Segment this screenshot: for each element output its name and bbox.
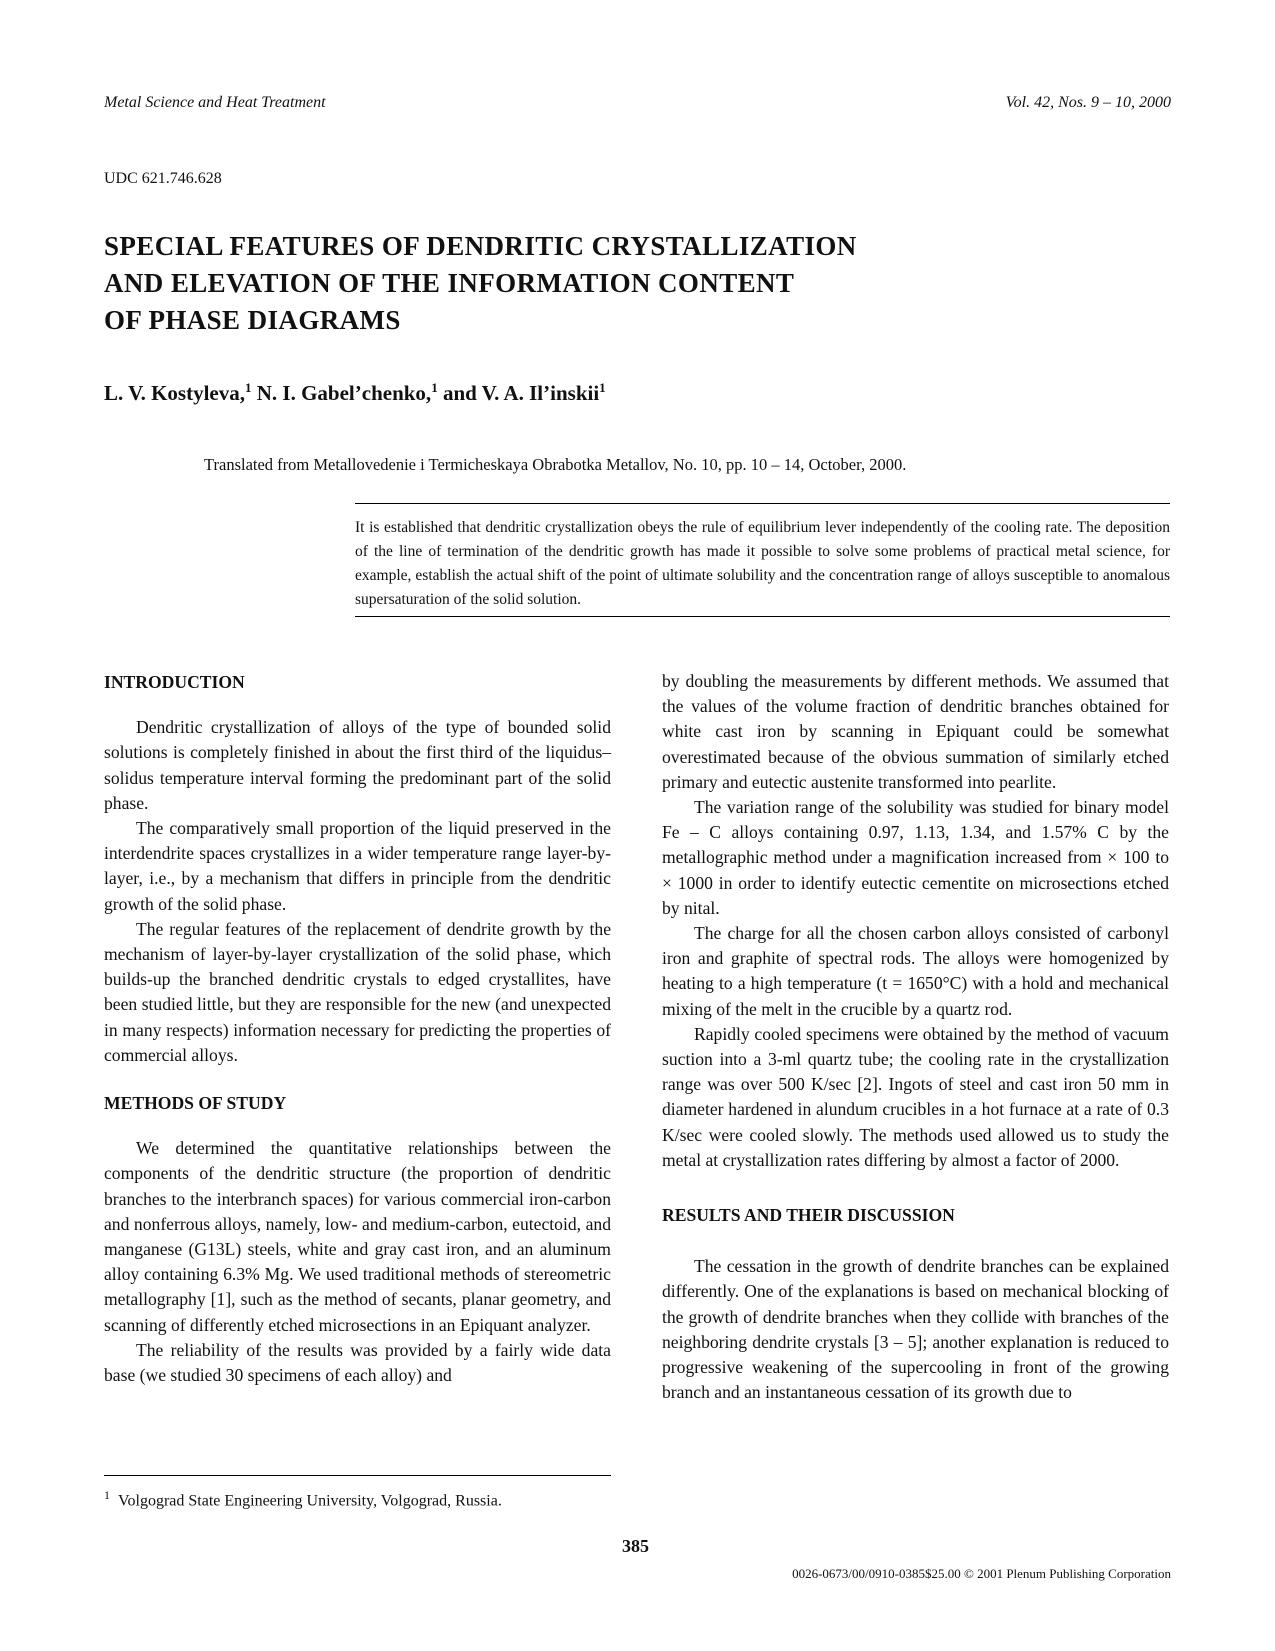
methods-heading: METHODS OF STUDY bbox=[104, 1093, 287, 1114]
author-2: N. I. Gabel’chenko, bbox=[256, 381, 432, 405]
author-1: L. V. Kostyleva, bbox=[104, 381, 245, 405]
footnote-rule bbox=[104, 1475, 611, 1476]
journal-name: Metal Science and Heat Treatment bbox=[104, 94, 326, 111]
author-2-affiliation-mark: 1 bbox=[431, 380, 438, 395]
results-heading: RESULTS AND THEIR DISCUSSION bbox=[662, 1205, 955, 1226]
author-1-affiliation-mark: 1 bbox=[245, 380, 252, 395]
introduction-paragraph-2: The comparatively small proportion of the liquid preserved in the interdendrite spaces crystallizes in a wider temperature range layer-by-layer, i.e., by a mechanism that differs in principle from the dendritic growth of the solid phase. bbox=[104, 818, 611, 914]
footnote bbox=[104, 1488, 502, 1510]
introduction-heading: INTRODUCTION bbox=[104, 672, 245, 692]
right-column bbox=[662, 669, 1169, 1405]
footnote-marker: 1 bbox=[104, 1488, 110, 1502]
charge-paragraph: The charge for all the chosen carbon alloys consisted of carbonyl iron and graphite of spectral rods. The alloys were homogenized by heating to a high temperature (t = 1650°C) with a hold and mechanical mixing of the melt in the crucible by a quartz rod. bbox=[662, 923, 1169, 1019]
page-number: 385 bbox=[622, 1536, 649, 1556]
title-line-1: SPECIAL FEATURES OF DENDRITIC CRYSTALLIZATION bbox=[104, 231, 857, 261]
author-3: and V. A. Il’inskii bbox=[442, 381, 600, 405]
author-list bbox=[104, 380, 606, 406]
udc-code: UDC 621.746.628 bbox=[104, 170, 222, 187]
introduction-paragraph-3: The regular features of the replacement of dendrite growth by the mechanism of layer-by-layer crystallization of the solid phase, which builds-up the branched dendritic crystals to edged crystallites, have been studied little, but they are responsible for the new (and unexpected in many respects) information necessary for predicting the properties of commercial alloys. bbox=[104, 918, 611, 1065]
abstract-top-rule bbox=[355, 503, 1170, 504]
left-column bbox=[104, 670, 611, 1388]
methods-paragraph-1: We determined the quantitative relationships between the components of the dendritic structure (the proportion of dendritic branches to the interbranch spaces) for various commercial iron-carbon and nonferrous alloys, namely, low- and medium-carbon, eutectoid, and manganese (G13L) steels, white and gray cast iron, and an aluminum alloy containing 6.3% Mg. We used traditional methods of stereometric metallography [1], such as the method of secants, planar geometry, and scanning of differently etched microsections in an Epiquant analyzer. bbox=[104, 1138, 611, 1335]
abstract: It is established that dendritic crystallization obeys the rule of equilibrium lever independently of the cooling rate. The deposition of the line of termination of the dendritic growth has made it possible to solve some problems of practical metal science, for example, establish the actual shift of the point of ultimate solubility and the concentration range of alloys susceptible to anomalous supersaturation of the solid solution. bbox=[355, 519, 1170, 608]
introduction-paragraph-1: Dendritic crystallization of alloys of the type of bounded solid solutions is completely finished in about the first third of the liquidus–solidus temperature interval forming the predominant part of the solid phase. bbox=[104, 717, 611, 813]
paper-title bbox=[104, 228, 964, 339]
copyright-line: 0026-0673/00/0910-0385$25.00 © 2001 Plenum Publishing Corporation bbox=[792, 1566, 1171, 1581]
translation-note: Translated from Metallovedenie i Termicheskaya Obrabotka Metallov, No. 10, pp. 10 – 14, October, 2000. bbox=[204, 455, 907, 474]
volume-info: Vol. 42, Nos. 9 – 10, 2000 bbox=[1005, 94, 1171, 111]
footnote-text: Volgograd State Engineering University, Volgograd, Russia. bbox=[118, 1492, 502, 1510]
methods-paragraph-2: The reliability of the results was provided by a fairly wide data base (we studied 30 specimens of each alloy) and bbox=[104, 1339, 611, 1386]
title-line-3: OF PHASE DIAGRAMS bbox=[104, 305, 401, 335]
title-line-2: AND ELEVATION OF THE INFORMATION CONTENT bbox=[104, 268, 795, 298]
author-3-affiliation-mark: 1 bbox=[599, 380, 606, 395]
solubility-paragraph: The variation range of the solubility was studied for binary model Fe – C alloys containing 0.97, 1.13, 1.34, and 1.57% C by the metallographic method under a magnification increased from × 100 to × 1000 in order to identify eutectic cementite on microsections etched by nital. bbox=[662, 797, 1169, 918]
methods-continued-paragraph: by doubling the measurements by different methods. We assumed that the values of the volume fraction of dendritic branches obtained for white cast iron by scanning in Epiquant could be somewhat overestimated because of the obvious summation of similarly etched primary and eutectic austenite transformed into pearlite. bbox=[662, 671, 1169, 792]
results-paragraph-1: The cessation in the growth of dendrite branches can be explained differently. One of the explanations is based on mechanical blocking of the growth of dendrite branches when they collide with branches of the neighboring dendrite crystals [3 – 5]; another explanation is reduced to progressive weakening of the supercooling in front of the growing branch and an instantaneous cessation of its growth due to bbox=[662, 1256, 1169, 1403]
cooling-paragraph: Rapidly cooled specimens were obtained by the method of vacuum suction into a 3-ml quartz tube; the cooling rate in the crystallization range was over 500 K/sec [2]. Ingots of steel and cast iron 50 mm in diameter hardened in alundum crucibles in a hot furnace at a rate of 0.3 K/sec were cooled slowly. The methods used allowed us to study the metal at crystallization rates differing by almost a factor of 2000. bbox=[662, 1023, 1169, 1170]
abstract-bottom-rule bbox=[355, 616, 1170, 617]
